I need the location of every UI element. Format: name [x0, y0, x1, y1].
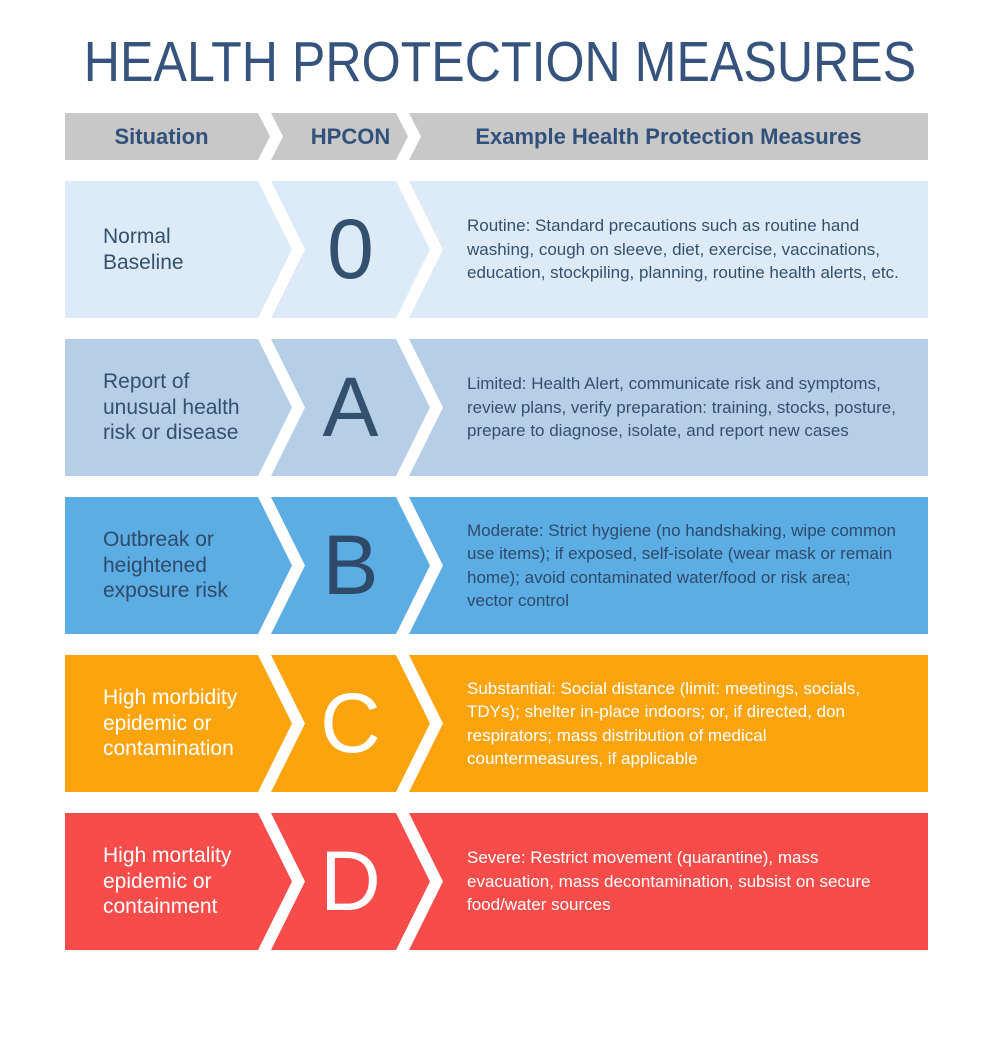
hpcon-row-b — [65, 497, 928, 634]
measures-text: Limited: Health Alert, communicate risk and symptoms, review plans, verify preparation: training, stocks, posture, prepare to diagnose, isolate, and report new cases — [467, 374, 896, 441]
hpcon-row-c — [65, 655, 928, 792]
situation-text: Outbreak or heightened exposure risk — [103, 528, 228, 603]
situation-text: High morbidity epidemic or contamination — [103, 686, 238, 761]
measures-text: Moderate: Strict hygiene (no handshaking, wipe common use items); if exposed, self-isolate (wear mask or remain home); avoid contaminated water/food or risk area; vector control — [467, 520, 897, 610]
hpcon-row-d — [65, 813, 928, 950]
hpcon-level-letter: C — [320, 676, 381, 770]
measures-text: Routine: Standard precautions such as routine hand washing, cough on sleeve, diet, exercise, vaccinations, education, stockpiling, planning, routine health alerts, etc. — [467, 216, 899, 283]
table-header-row — [65, 113, 928, 160]
measures-text: Substantial: Social distance (limit: meetings, socials, TDYs); shelter in-place indoors; or, if directed, don respirators; mass distribution of medical countermeasures, if applicable — [467, 678, 861, 768]
hpcon-infographic — [0, 30, 1000, 1047]
hpcon-row-a — [65, 339, 928, 476]
page-title: HEALTH PROTECTION MEASURES — [83, 30, 917, 94]
hpcon-level-letter: 0 — [327, 202, 374, 296]
situation-text: Report of unusual health risk or disease — [103, 370, 240, 445]
hpcon-row-0 — [65, 181, 928, 318]
hpcon-level-letter: B — [322, 518, 379, 612]
hpcon-level-letter: A — [322, 360, 379, 454]
measures-text: Severe: Restrict movement (quarantine), mass evacuation, mass decontamination, subsist on secure food/water sources — [467, 848, 871, 915]
situation-text: Normal Baseline — [103, 224, 184, 274]
header-measures-label: Example Health Protection Measures — [475, 123, 862, 149]
hpcon-table — [65, 113, 928, 950]
header-situation-label: Situation — [114, 123, 209, 149]
header-hpcon-label: HPCON — [310, 123, 391, 149]
hpcon-level-letter: D — [320, 834, 381, 928]
situation-text: High mortality epidemic or containment — [103, 844, 232, 919]
